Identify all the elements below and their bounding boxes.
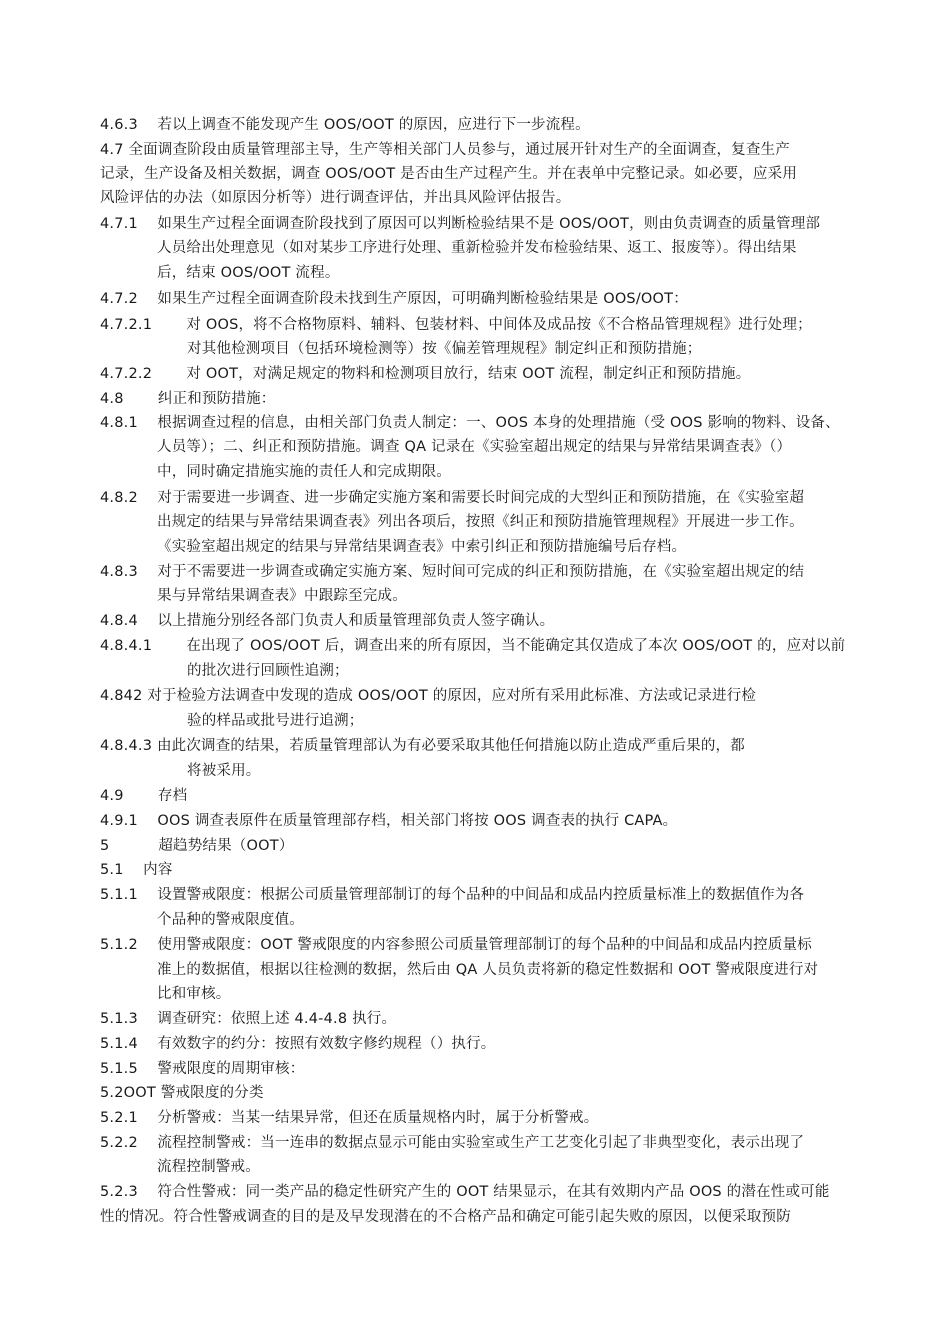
text-line: 将被采用。 [187, 763, 261, 779]
text-line: 的批次进行回顾性追溯； [187, 663, 349, 679]
text-line: 出规定的结果与异常结果调查表》列出各项后，按照《纠正和预防措施管理规程》开展进一步工作。 [157, 514, 804, 530]
text-line: 对其他检测项目（包括环境检测等）按《偏差管理规程》制定纠正和预防措施； [187, 341, 702, 357]
text-line: 4.8.3 对于不需要进一步调查或确定实施方案、短时间可完成的纠正和预防措施，在《实验室超出规定的结 [100, 564, 805, 580]
text-line: 5.1.1 设置警戒限度：根据公司质量管理部制订的每个品种的中间品和成品内控质量标准上的数据值作为各 [100, 887, 805, 903]
text-line: 比和审核。 [157, 986, 231, 1002]
text-line: 人员等）；二、纠正和预防措施。调查 QA 记录在《实验室超出规定的结果与异常结果调查表》（） [157, 439, 792, 455]
text-line: 4.7.2.1 对 OOS，将不合格物原料、辅料、包装材料、中间体及成品按《不合格品管理规程》进行处理； [100, 317, 812, 333]
text-line: 流程控制警戒。 [157, 1159, 260, 1175]
text-line: 5.1.4 有效数字的约分：按照有效数字修约规程（）执行。 [100, 1036, 496, 1052]
text-line: 性的情况。符合性警戒调查的目的是及早发现潜在的不合格产品和确定可能引起失败的原因，以便采取预防 [100, 1209, 791, 1225]
text-line: 《实验室超出规定的结果与异常结果调查表》中索引纠正和预防措施编号后存档。 [157, 539, 687, 555]
text-line: 4.7.2 如果生产过程全面调查阶段未找到生产原因，可明确判断检验结果是 OOS/OOT： [100, 291, 688, 307]
text-line: 5.1.5 警戒限度的周期审核： [100, 1061, 305, 1077]
text-line: 5.2.2 流程控制警戒：当一连串的数据点显示可能由实验室或生产工艺变化引起了非典型变化，表示出现了 [100, 1135, 805, 1151]
text-line: 准上的数据值，根据以往检测的数据，然后由 QA 人员负责将新的稳定性数据和 OOT 警戒限度进行对 [157, 962, 819, 978]
text-line: 果与异常结果调查表》中跟踪至完成。 [157, 588, 407, 604]
text-line: 5.1 内容 [100, 862, 173, 878]
text-line: 5.2OOT 警戒限度的分类 [100, 1085, 264, 1101]
text-line: 4.9.1 OOS 调查表原件在质量管理部存档，相关部门将按 OOS 调查表的执行 CAPA。 [100, 813, 678, 829]
text-line: 5 超趋势结果（OOT） [100, 838, 294, 854]
text-line: 4.7 全面调查阶段由质量管理部主导，生产等相关部门人员参与，通过展开针对生产的全面调查，复查生产 [100, 142, 790, 158]
text-line: 5.2.3 符合性警戒：同一类产品的稳定性研究产生的 OOT 结果显示，在其有效期内产品 OOS 的潜在性或可能 [100, 1184, 830, 1200]
text-line: 4.8.1 根据调查过程的信息，由相关部门负责人制定：一、OOS 本身的处理措施（受 OOS 影响的物料、设备、 [100, 415, 840, 431]
text-line: 个品种的警戒限度值。 [157, 912, 304, 928]
text-line: 中，同时确定措施实施的责任人和完成期限。 [157, 464, 451, 480]
text-line: 4.7.1 如果生产过程全面调查阶段找到了原因可以判断检验结果不是 OOS/OOT，则由负责调查的质量管理部 [100, 216, 821, 232]
text-line: 4.842 对于检验方法调查中发现的造成 OOS/OOT 的原因，应对所有采用此标准、方法或记录进行检 [100, 688, 757, 704]
text-line: 4.8.2 对于需要进一步调查、进一步确定实施方案和需要长时间完成的大型纠正和预防措施，在《实验室超 [100, 490, 805, 506]
text-line: 4.6.3 若以上调查不能发现产生 OOS/OOT 的原因，应进行下一步流程。 [100, 117, 590, 133]
text-line: 验的样品或批号进行追溯； [187, 713, 364, 729]
text-line: 4.8.4 以上措施分别经各部门负责人和质量管理部负责人签字确认。 [100, 613, 555, 629]
text-line: 风险评估的办法（如原因分析等）进行调查评估，并出具风险评估报告。 [100, 190, 571, 206]
text-line: 4.8 纠正和预防措施： [100, 391, 276, 407]
text-line: 4.8.4.1 在出现了 OOS/OOT 后，调查出来的所有原因，当不能确定其仅造成了本次 OOS/OOT 的，应对以前 [100, 638, 846, 654]
text-line: 5.1.3 调查研究：依照上述 4.4-4.8 执行。 [100, 1011, 397, 1027]
text-line: 5.1.2 使用警戒限度：OOT 警戒限度的内容参照公司质量管理部制订的每个品种的中间品和成品内控质量标 [100, 937, 812, 953]
text-line: 4.7.2.2 对 OOT，对满足规定的物料和检测项目放行，结束 OOT 流程，制定纠正和预防措施。 [100, 366, 751, 382]
text-line: 人员给出处理意见（如对某步工序进行处理、重新检验并发布检验结果、返工、报废等）。得出结果 [157, 240, 797, 256]
text-line: 后，结束 OOS/OOT 流程。 [157, 265, 340, 281]
text-line: 4.9 存档 [100, 788, 188, 804]
text-line: 4.8.4.3 由此次调查的结果，若质量管理部认为有必要采取其他任何措施以防止造成严重后果的，都 [100, 738, 745, 754]
text-line: 5.2.1 分析警戒：当某一结果异常，但还在质量规格内时，属于分析警戒。 [100, 1110, 599, 1126]
text-line: 记录，生产设备及相关数据，调查 OOS/OOT 是否由生产过程产生。并在表单中完整记录。如必要，应采用 [100, 166, 798, 182]
